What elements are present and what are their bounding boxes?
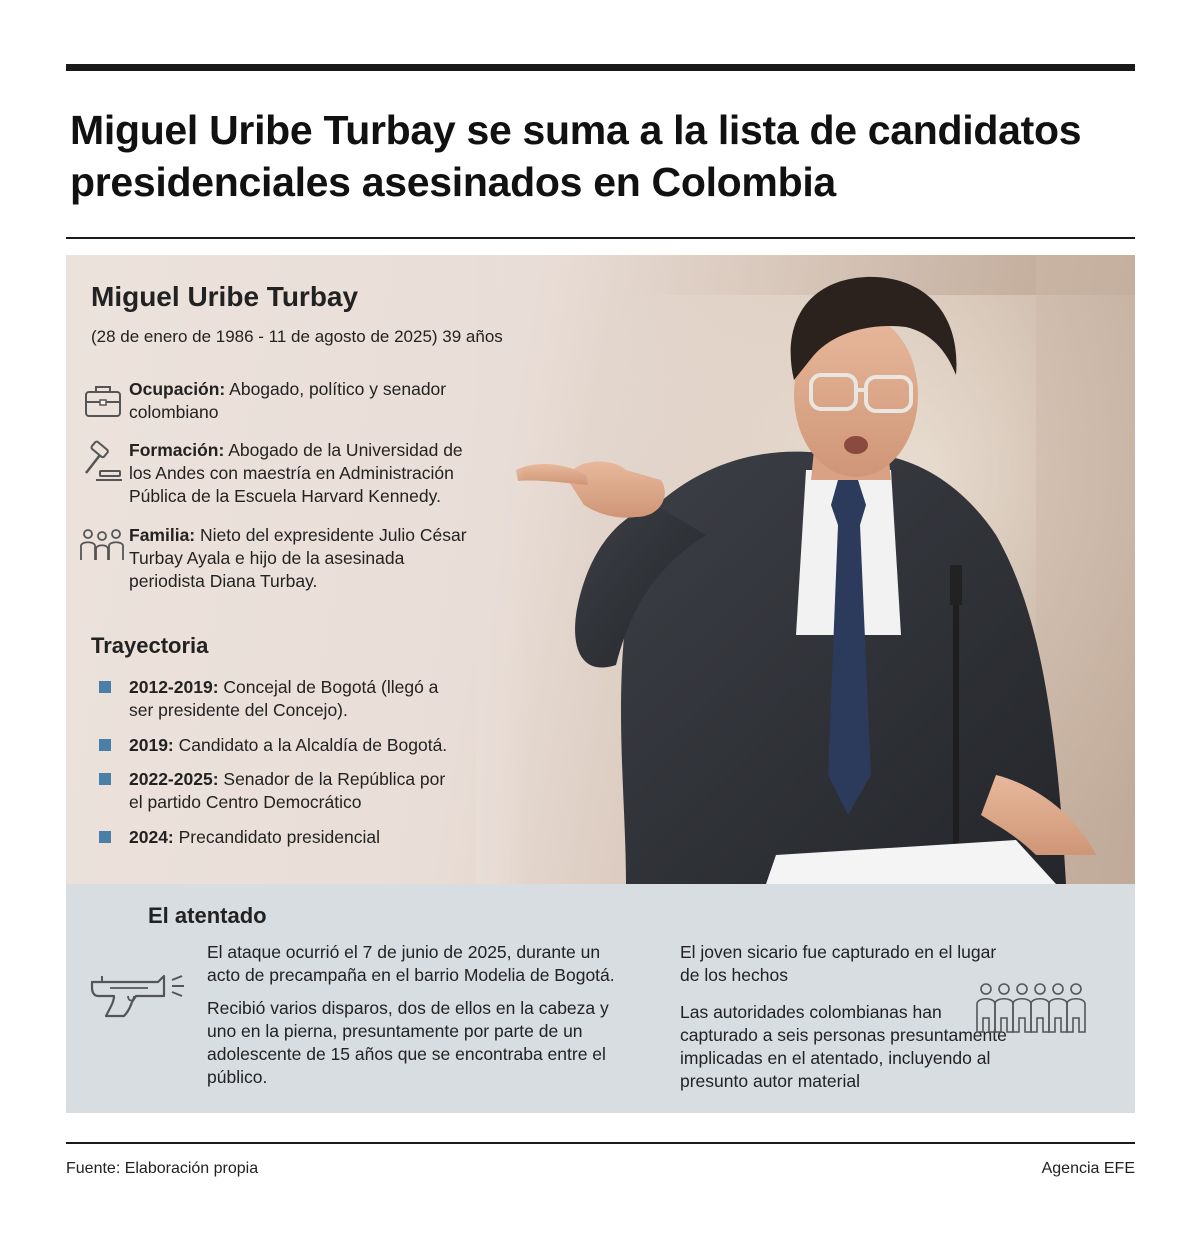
profile-name: Miguel Uribe Turbay [91, 281, 359, 312]
family-icon [78, 524, 126, 572]
top-bar [66, 64, 1135, 71]
trajectory-title: Trayectoria [91, 633, 209, 658]
family-text: Familia: Nieto del expresidente Julio César Turbay Ayala e hijo de la asesinada periodista Diana Turbay. [129, 525, 467, 591]
divider [66, 237, 1135, 239]
headline: Miguel Uribe Turbay se suma a la lista de candidatos presidenciales asesinados en Colombia [70, 107, 1082, 205]
attacker-captured: El joven sicario fue capturado en el lugar de los hechos [680, 942, 997, 985]
gun-icon [88, 962, 188, 1022]
agency-credit: Agencia EFE [1041, 1160, 1135, 1177]
source-credit: Fuente: Elaboración propia [66, 1160, 259, 1177]
gavel-icon [78, 439, 126, 487]
occupation-text: Ocupación: Abogado, político y senador colombiano [129, 379, 447, 422]
profile-dates: (28 de enero de 1986 - 11 de agosto de 2025) 39 años [91, 327, 503, 346]
attack-injuries: Recibió varios disparos, dos de ellos en la cabeza y uno en la pierna, presuntamente por parte de un adolescente de 15 años que se encontraba entre el público. [207, 998, 609, 1087]
arrests-info: Las autoridades colombianas han capturado a seis personas presuntamente implicadas en el atentado, incluyendo al presunto autor material [680, 1002, 1007, 1091]
footer-divider [66, 1142, 1135, 1144]
attack-description: El ataque ocurrió el 7 de junio de 2025, durante un acto de precampaña en el barrio Modelia de Bogotá. [207, 942, 615, 985]
attack-title: El atentado [148, 903, 267, 928]
square-bullet-icon [99, 773, 111, 785]
attack-panel [66, 884, 1135, 1113]
politician-photo [476, 255, 1135, 884]
briefcase-icon [78, 378, 126, 426]
square-bullet-icon [99, 681, 111, 693]
square-bullet-icon [99, 831, 111, 843]
profile-panel: Miguel Uribe Turbay (28 de enero de 1986 - 11 de agosto de 2025) 39 años Ocupación: Abogado, político y senador colombiano Formación: Abogado de la Universidad de los Andes con maestría en Administración Pública de la Escuela Harvard Kennedy. Familia: Nieto del expresidente Julio César Turbay Ayala e hijo de la asesinada periodista Diana Turbay. Trayectoria 2012-2019: Concejal de Bogotá (llegó a ser presidente del Concejo). 2019: Candidato a la Alcaldía de Bogotá. 2022-2025: Senador de la República por el partido Centro Democrático 2024: Precandidato presidencial [66, 255, 1135, 884]
group-of-people-icon [974, 982, 1089, 1040]
education-text: Formación: Abogado de la Universidad de los Andes con maestría en Administración Pública de la Escuela Harvard Kennedy. [129, 440, 463, 506]
square-bullet-icon [99, 739, 111, 751]
